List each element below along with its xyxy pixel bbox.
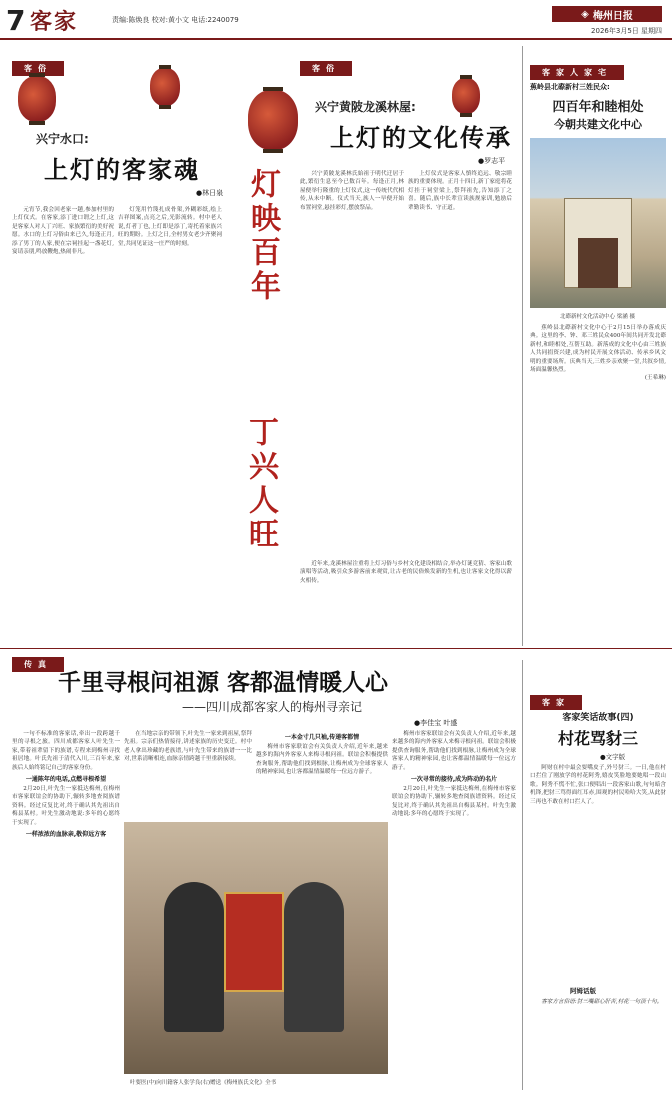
lantern-icon [150, 68, 180, 106]
series-title: 客家笑话故事(四) [562, 713, 634, 723]
mid-kicker: 兴宁黄陂龙溪林屋: [315, 100, 416, 114]
article-column: 蕉岭县北磜新村文化中心于2月15日举办落成庆典。这里的李、钟、邓三姓民众400年间共同开发北磜新村,和睦相处,互帮互助。新落成的文化中心由三姓族人共同捐资兴建,成为村民开展文体活动、传承乡风文明的重要场所。庆典当天,三姓乡亲欢聚一堂,共叙乡情,场面温馨热烈。 (王希琳) [530, 325, 666, 382]
article-column: 上灯仪式是客家人慎终追远、敬宗睦族的重要体现。正月十四日,新丁家庭将花灯挂于祠堂梁上,祭拜祖先,告知添丁之喜。随后,族中长辈宣读族规家训,勉励后辈勤读书、守正道。 [408, 171, 512, 211]
article-column: 元宵节,我会回老家一趟,参加村里的上灯仪式。在客家,添丁进口谓之上灯,这是客家人对人丁兴旺、家族繁衍的美好祝愿。水口的上灯习俗由来已久,每逢正月,添了男丁的人家,便在宗祠挂起一盏花灯,宴请亲朋,鸣放鞭炮,热闹非凡。 [12, 207, 114, 256]
lantern-icon [248, 90, 298, 150]
masthead [0, 0, 672, 40]
article-column: 近年来,龙溪林屋注重将上灯习俗与乡村文化建设相结合,举办灯谜竞猜、客家山歌演唱等活动,吸引众多游客前来观赏,让古老的民俗焕发新的生机,也让客家文化得以薪火相传。 [300, 561, 512, 584]
red-banner-shape [224, 892, 284, 992]
vertical-title-2: 丁兴人旺 [243, 416, 278, 552]
column-divider [522, 46, 523, 646]
logo-emblem-icon: ◈ [581, 8, 589, 20]
publication-date: 2026年3月5日 星期四 [591, 27, 662, 35]
article-column: 一本金寸几只袖,传递客都情 梅州市客家联谊会有关负责人介绍,近年来,越来越多的海内外客家人来梅寻根问祖。联谊会积极提供查询服务,帮助他们找到根脉,让梅州成为全球客家人的精神家园,也让客都温情温暖每一位远方游子。 [256, 734, 388, 776]
note-title: 阿姆话版 [570, 987, 596, 995]
bottom-section-tag: 传真 [12, 652, 64, 672]
article-column: 阿财在村中最会耍嘴皮子,外号豺三。一日,他在村口拦住了刚放学的村花阿秀,嬉皮笑脸地要她唱一段山歌。阿秀不慌不忙,张口便唱出一段客家山歌,句句暗含机锋,把豺三骂得面红耳赤,围观的村民哈哈大笑,从此豺三再也不敢在村口拦人了。 [530, 765, 666, 805]
bottom-headline: 千里寻根问祖源 客都温情暖人心 [58, 669, 389, 696]
top-section-tag: 客俗 [12, 56, 64, 76]
editors-line: 责编:陈焕良 校对:黄小文 电话:2240079 [112, 16, 239, 24]
bottom-photo-caption: 叶要医(中)向川籍客人张学良(右)赠送《梅州族氏文化》全书 [130, 1080, 277, 1086]
subhead: 一次寻常的接待,成为阵动的名片 [410, 776, 498, 784]
section-divider [0, 648, 672, 649]
page-number: 7 [6, 4, 26, 37]
vertical-title-1: 灯映百年 [245, 168, 280, 304]
top-section-tag-2: 客俗 [300, 56, 352, 76]
article-column: 在当地宗亲的带领下,叶先生一家来到祖屋,祭拜先祖。宗亲们热情接待,讲述家族的历史变迁。村中老人拿出珍藏的老族谱,与叶先生带来的族谱一一比对,世系清晰相连,血脉亲情跨越千里重新接续。 [124, 731, 252, 763]
article-column: 灯笼用竹篾扎成骨架,外糊彩纸,绘上吉祥图案,点亮之后,光影流转。村中老人说,灯者丁也,上灯即是添丁,寄托着家族兴旺的期盼。上灯之日,全村男女老少齐聚祠堂,共同见证这一庄严的时刻。 [118, 207, 222, 247]
door-shape [578, 238, 618, 288]
article-column: 一句不标准的客家话,牵出一段跨越千里的寻根之旅。四川成都客家人叶先生一家,带着祖辈留下的族谱,专程来到梅州寻找祖居地。叶氏先祖于清代入川,三百年来,家族后人始终铭记自己的客家身份。 一通陈年的电话,点燃寻根希望 2月20日,叶先生一家抵达梅州,在梅州市客家联谊会的协助下,辗转多地查阅族谱资料。经过反复比对,终于确认其先祖出自梅县某村。叶先生激动地说:多年的心愿终于实现了。 一样浓浓的血脉亲,敬仰远方客 [12, 731, 120, 839]
story-title: 村花骂豺三 [557, 729, 638, 748]
lantern-icon [452, 78, 480, 114]
right-title-2: 今朝共建文化中心 [554, 118, 642, 131]
right-kicker: 蕉岭县北磜新村三姓民众: [530, 83, 610, 91]
subhead: 一通陈年的电话,点燃寻根希望 [25, 776, 107, 784]
right-bottom-tag: 客家 [530, 690, 582, 710]
article-column: 兴宁黄陂龙溪林氏始祖于明代迁居于此,繁衍生息至今已数百年。每逢正月,林屋便举行隆重的上灯仪式,这一传统代代相传,从未中断。仪式当天,族人一早便开始布置祠堂,悬挂彩灯,摆放祭品。 [300, 171, 404, 211]
article-column: 客家方言俗语:豺三嘴甜心肝苦,村花一句顶十句。 [541, 999, 663, 1005]
person-right-shape [284, 882, 344, 1032]
bottom-subheadline: ——四川成都客家人的梅州寻亲记 [182, 700, 363, 714]
bottom-byline: ●李佳宝 叶盛 [414, 719, 458, 727]
column-divider [522, 660, 523, 1090]
story-byline: ●文字版 [600, 753, 626, 761]
subhead: 一本金寸几只袖,传递客都情 [284, 734, 360, 741]
article-column: 梅州市客家联谊会有关负责人介绍,近年来,越来越多的海内外客家人来梅寻根问祖。联谊会积极提供查询服务,帮助他们找到根脉,让梅州成为全球客家人的精神家园,也让客都温情温暖每一位远方游子。 一次寻常的接待,成为阵动的名片 2月20日,叶先生一家抵达梅州,在梅州市客家联谊会的协助下,辗转多地查阅族谱资料。经过反复比对,终于确认其先祖出自梅县某村。叶先生激动地说:多年的心愿终于实现了。 [392, 731, 516, 818]
left-title: 上灯的客家魂 [44, 155, 200, 184]
right-title-1: 四百年和睦相处 [552, 100, 644, 115]
mid-byline: ●罗志平 [478, 157, 506, 165]
people-photo [124, 822, 388, 1074]
building-photo [530, 138, 666, 308]
mid-title: 上灯的文化传承 [330, 123, 512, 152]
paper-logo: ◈ 梅州日报 [552, 6, 662, 22]
right-top-tag: 客家人家宅 [530, 60, 624, 80]
lantern-icon [18, 76, 56, 122]
left-byline: ●林日泉 [196, 189, 224, 197]
left-kicker: 兴宁水口: [36, 132, 89, 146]
section-title: 客家 [30, 10, 79, 35]
subhead: 一样浓浓的血脉亲,敬仰远方客 [25, 831, 107, 839]
person-left-shape [164, 882, 224, 1032]
photo-caption: 北磜新村文化活动中心 梁涵 摄 [560, 314, 635, 320]
